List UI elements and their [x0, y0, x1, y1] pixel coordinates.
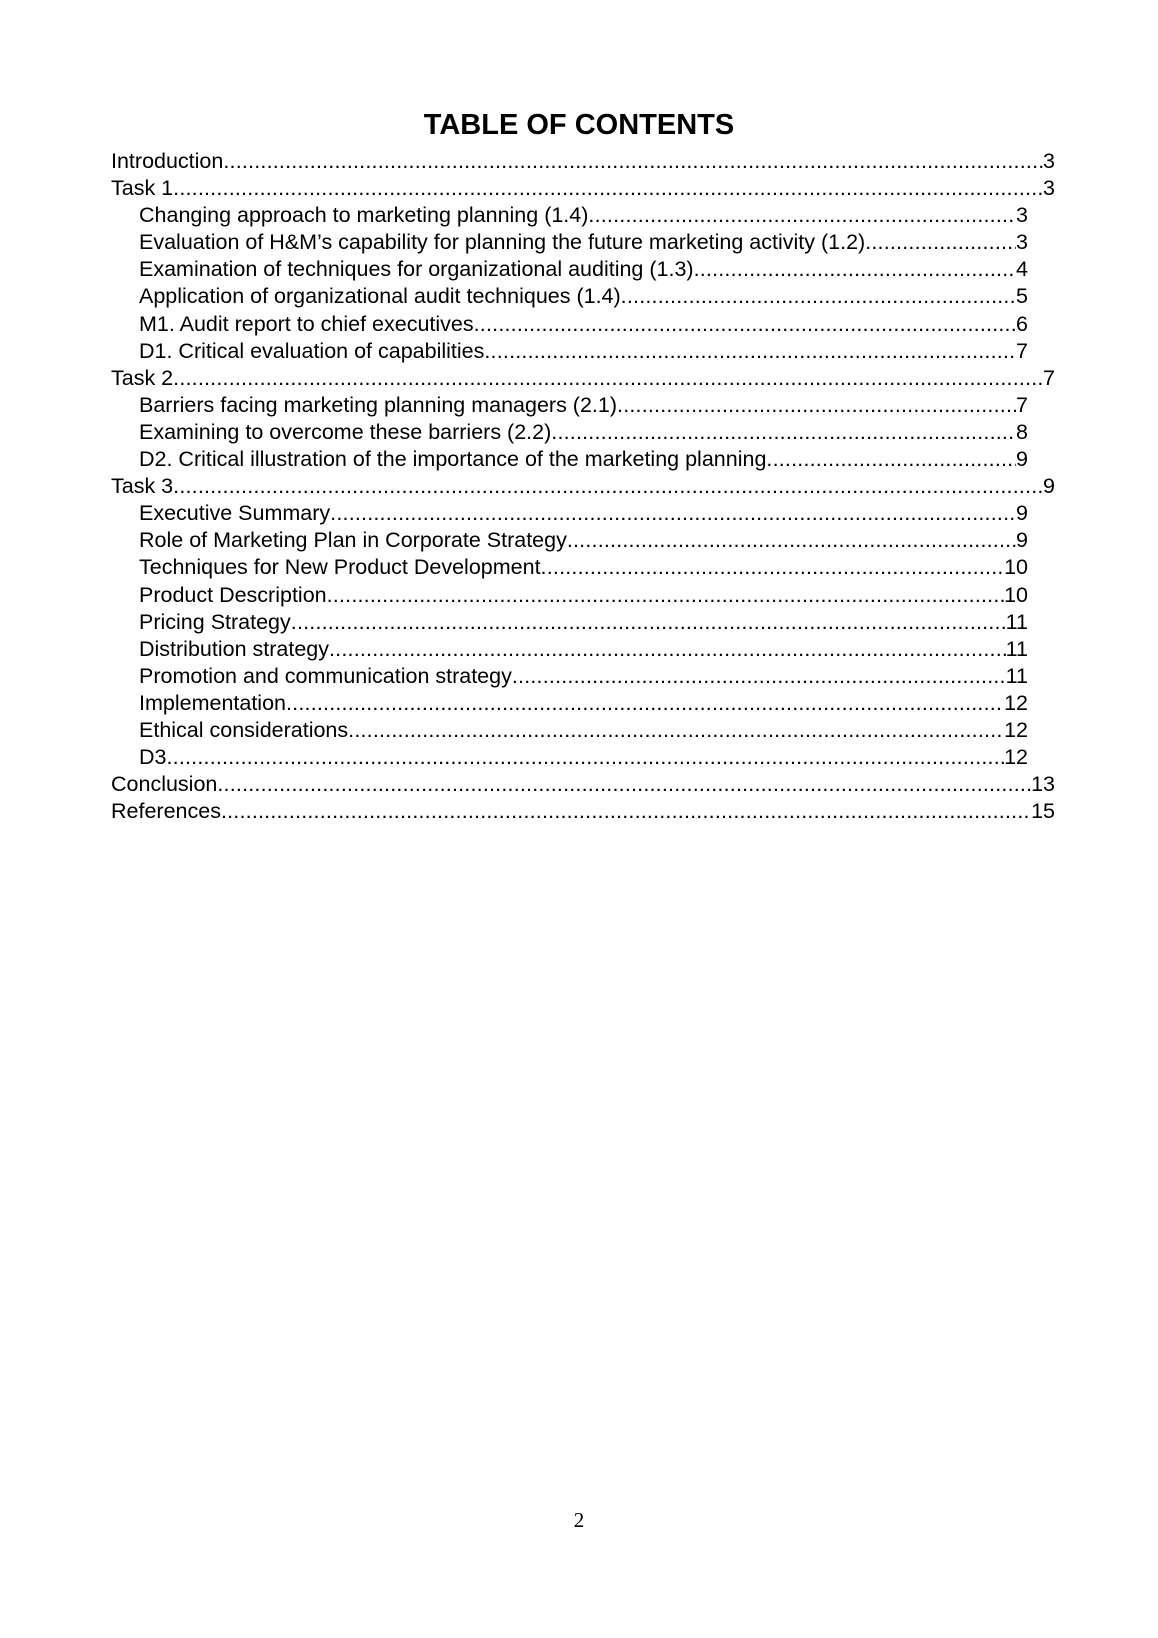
- toc-entry-label: D2. Critical illustration of the importance of the marketing planning: [139, 447, 767, 472]
- toc-entry-label: Conclusion: [111, 772, 218, 797]
- toc-entry-label: Ethical considerations: [139, 717, 349, 742]
- toc-dot-leader: [173, 175, 1043, 202]
- toc-dot-leader: [766, 446, 1016, 473]
- toc-entry-page: 12: [1004, 717, 1028, 742]
- toc-dot-leader: [166, 744, 1004, 771]
- toc-entry-page: 7: [1043, 365, 1055, 390]
- toc-entry-page: 9: [1043, 474, 1055, 499]
- toc-entry[interactable]: [139, 717, 1055, 744]
- toc-dot-leader: [694, 256, 1016, 283]
- toc-entry-label: Examination of techniques for organizational auditing (1.3): [139, 257, 694, 282]
- toc-dot-leader: [588, 202, 1016, 229]
- toc-dot-leader: [291, 609, 1006, 636]
- page-number: 2: [573, 1508, 585, 1532]
- toc-entry[interactable]: [139, 527, 1055, 554]
- toc-entry[interactable]: [111, 148, 1055, 175]
- toc-entry[interactable]: [139, 554, 1055, 581]
- toc-entry-label: Role of Marketing Plan in Corporate Strategy: [139, 528, 567, 553]
- page-title: TABLE OF CONTENTS: [423, 109, 735, 141]
- toc-entry-page: 8: [1016, 419, 1028, 444]
- toc-dot-leader: [512, 663, 1006, 690]
- toc-entry-page: 3: [1043, 149, 1055, 173]
- toc-entry-label: Task 3: [111, 474, 174, 499]
- toc-entry[interactable]: [139, 446, 1055, 473]
- toc-entry-page: 10: [1004, 555, 1028, 580]
- toc-dot-leader: [223, 148, 1043, 175]
- toc-entry[interactable]: [139, 202, 1055, 229]
- toc-dot-leader: [329, 636, 1006, 663]
- toc-dot-leader: [567, 527, 1016, 554]
- toc-entry-label: Product Description: [139, 582, 327, 607]
- toc-entry[interactable]: [139, 256, 1055, 283]
- toc-entry[interactable]: [139, 283, 1055, 310]
- toc-entry[interactable]: [139, 744, 1055, 771]
- toc-entry-page: 11: [1005, 663, 1028, 688]
- toc-entry-label: Task 1: [111, 176, 174, 201]
- toc-dot-leader: [484, 338, 1016, 365]
- toc-dot-leader: [221, 798, 1031, 825]
- toc-entry-label: References: [111, 799, 221, 824]
- toc-entry-label: Barriers facing marketing planning managers (2.1): [139, 392, 618, 417]
- toc-entry-label: Task 2: [111, 365, 174, 390]
- toc-entry-page: 4: [1016, 257, 1028, 282]
- toc-entry[interactable]: [111, 771, 1055, 798]
- toc-entry-label: Distribution strategy: [139, 636, 329, 661]
- toc-entry[interactable]: [139, 609, 1055, 636]
- toc-entry[interactable]: [139, 392, 1055, 419]
- toc-entry-page: 9: [1016, 528, 1028, 553]
- toc-entry[interactable]: [111, 365, 1055, 392]
- toc-dot-leader: [173, 365, 1043, 392]
- toc-dot-leader: [327, 582, 1004, 609]
- toc-entry-label: M1. Audit report to chief executives: [139, 311, 474, 336]
- toc-entry-page: 12: [1004, 690, 1028, 715]
- toc-entry-label: Techniques for New Product Development: [139, 555, 541, 580]
- toc-entry-page: 11: [1005, 636, 1028, 661]
- toc-entry-page: 6: [1016, 311, 1028, 336]
- toc-entry[interactable]: [111, 798, 1055, 825]
- toc-entry[interactable]: [139, 582, 1055, 609]
- toc-entry[interactable]: [139, 311, 1055, 338]
- toc-dot-leader: [286, 690, 1004, 717]
- toc-entry[interactable]: [139, 500, 1055, 527]
- toc-dot-leader: [551, 419, 1016, 446]
- toc-entry-label: Application of organizational audit techniques (1.4): [139, 284, 621, 309]
- toc-entry-label: Executive Summary: [139, 501, 331, 526]
- toc-entry-page: 13: [1031, 772, 1055, 797]
- toc-dot-leader: [330, 500, 1016, 527]
- toc-entry-page: 9: [1016, 501, 1028, 526]
- toc-entry-label: Evaluation of H&M’s capability for planning the future marketing activity (1.2): [139, 230, 866, 255]
- toc-entry[interactable]: [139, 690, 1055, 717]
- toc-entry-page: 3: [1043, 176, 1055, 201]
- toc-entry-label: D3: [139, 745, 167, 770]
- toc-entry-label: Introduction: [111, 149, 224, 173]
- toc-entry-label: Examining to overcome these barriers (2.2): [139, 419, 552, 444]
- table-of-contents: [111, 148, 1055, 825]
- toc-entry-label: Changing approach to marketing planning (1.4): [139, 203, 589, 228]
- toc-entry[interactable]: [139, 663, 1055, 690]
- toc-entry-page: 5: [1016, 284, 1028, 309]
- toc-entry-page: 3: [1016, 230, 1028, 255]
- toc-dot-leader: [617, 392, 1016, 419]
- toc-entry[interactable]: [111, 473, 1055, 500]
- toc-entry-label: D1. Critical evaluation of capabilities: [139, 338, 485, 363]
- toc-entry[interactable]: [139, 229, 1055, 256]
- toc-entry-page: 7: [1016, 392, 1028, 417]
- toc-entry-page: 10: [1004, 582, 1028, 607]
- toc-dot-leader: [348, 717, 1004, 744]
- toc-entry-label: Promotion and communication strategy: [139, 663, 512, 688]
- toc-entry-page: 3: [1016, 203, 1028, 228]
- toc-dot-leader: [865, 229, 1016, 256]
- toc-entry[interactable]: [139, 636, 1055, 663]
- toc-entry-page: 12: [1004, 745, 1028, 770]
- toc-entry-label: Pricing Strategy: [139, 609, 291, 634]
- toc-entry-page: 7: [1016, 338, 1028, 363]
- toc-dot-leader: [474, 311, 1016, 338]
- toc-entry-page: 15: [1031, 799, 1055, 824]
- toc-entry-page: 11: [1005, 609, 1028, 634]
- toc-dot-leader: [621, 283, 1016, 310]
- toc-entry[interactable]: [139, 338, 1055, 365]
- toc-dot-leader: [173, 473, 1043, 500]
- toc-dot-leader: [541, 554, 1005, 581]
- toc-entry[interactable]: [111, 175, 1055, 202]
- toc-entry-page: 9: [1016, 447, 1028, 472]
- toc-entry[interactable]: [139, 419, 1055, 446]
- toc-dot-leader: [217, 771, 1031, 798]
- toc-entry-label: Implementation: [139, 690, 286, 715]
